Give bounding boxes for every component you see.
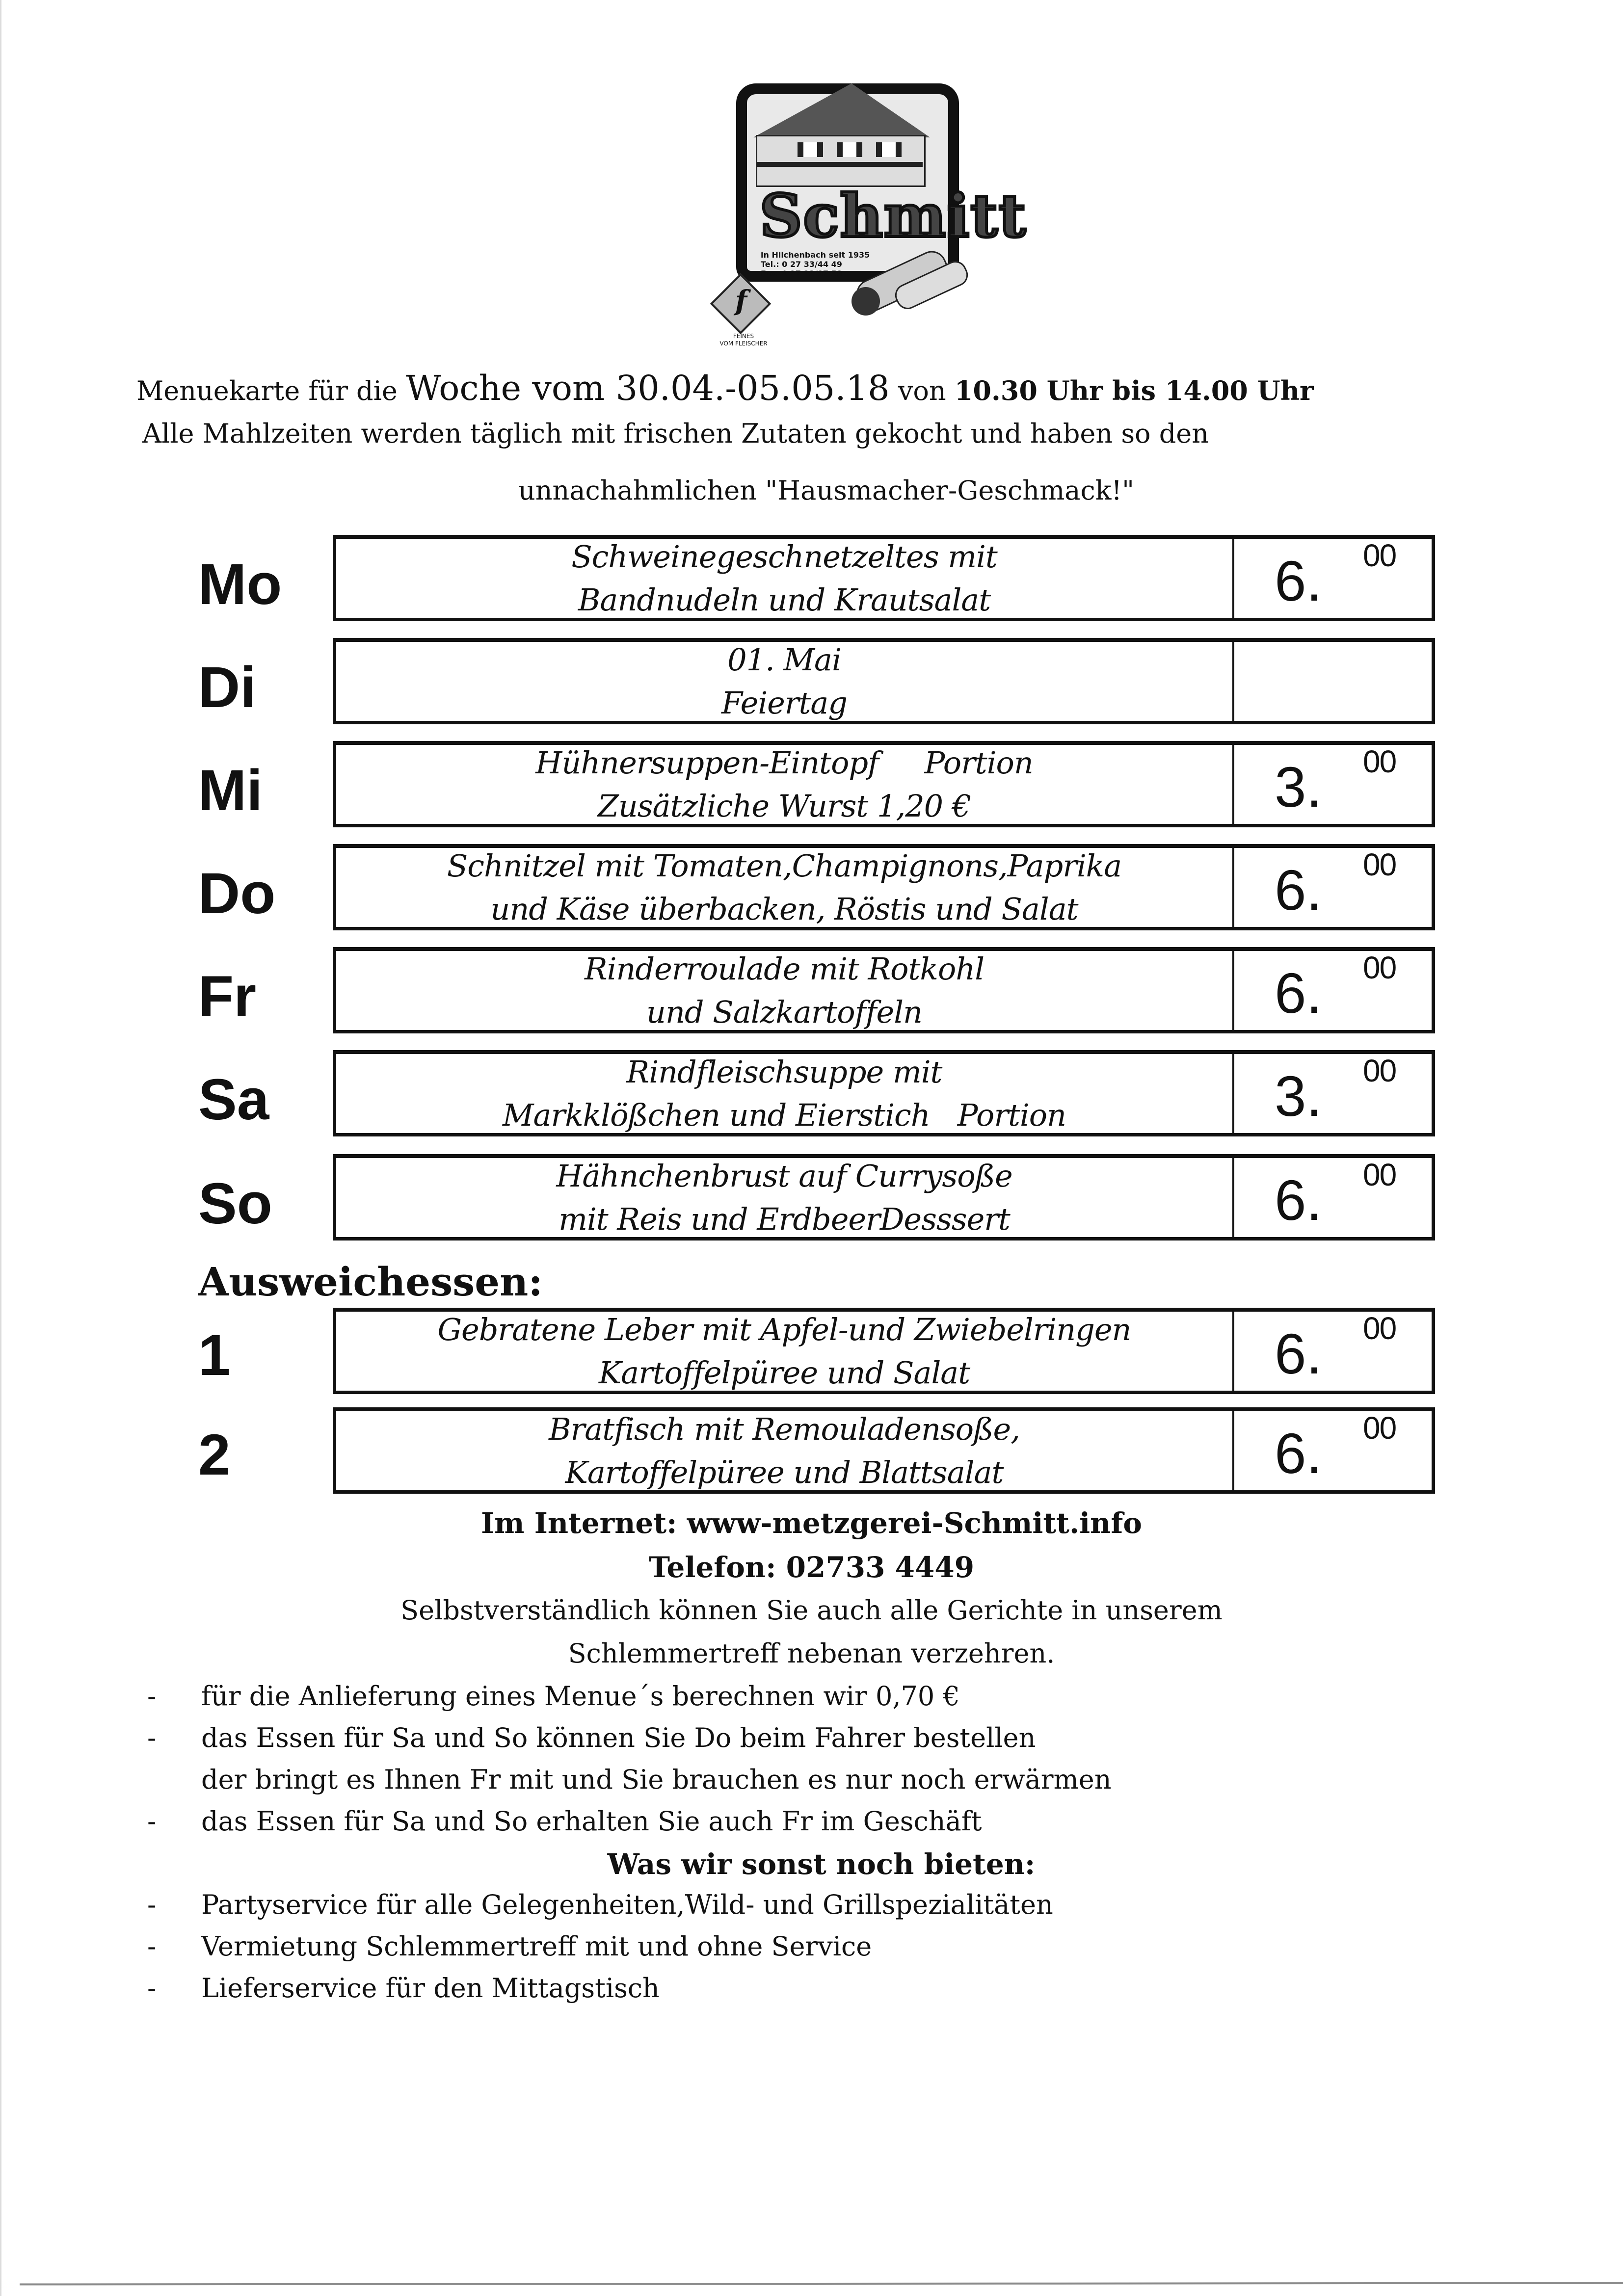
bullet-text: Partyservice für alle Gelegenheiten,Wild- und Grillspezialitäten bbox=[201, 1889, 1053, 1920]
butcher-logo bbox=[707, 64, 1080, 358]
bullet-dash: - bbox=[147, 1973, 157, 2004]
bullet-text: für die Anlieferung eines Menue´s berechnen wir 0,70 € bbox=[201, 1681, 960, 1712]
delivery-bullet-continuation: der bringt es Ihnen Fr mit und Sie brauchen es nur noch erwärmen bbox=[201, 1764, 1112, 1795]
price-cell bbox=[1232, 539, 1432, 618]
price-euros: 6. bbox=[1275, 549, 1322, 613]
alternative-label: 1 bbox=[198, 1323, 231, 1388]
dish-description bbox=[336, 1312, 1232, 1391]
dish-box bbox=[333, 1407, 1435, 1494]
dish-box bbox=[333, 535, 1435, 621]
dish-box bbox=[333, 1308, 1435, 1394]
dish-description bbox=[336, 951, 1232, 1030]
phone-number: Telefon: 02733 4449 bbox=[648, 1551, 975, 1584]
bullet-dash: - bbox=[147, 1681, 157, 1712]
dish-description bbox=[336, 1054, 1232, 1133]
delivery-bullet bbox=[147, 1806, 982, 1837]
price-cell bbox=[1232, 1054, 1432, 1133]
price-cents: 00 bbox=[1363, 1157, 1396, 1192]
day-label: Mi bbox=[198, 758, 263, 823]
dine-in-note-cont: Schlemmertreff nebenan verzehren. bbox=[568, 1638, 1055, 1669]
price-cell bbox=[1232, 951, 1432, 1030]
price-cell bbox=[1232, 745, 1432, 824]
price-cents: 00 bbox=[1363, 1410, 1396, 1446]
dine-in-note: Selbstverständlich können Sie auch alle Gerichte in unserem bbox=[400, 1595, 1223, 1626]
price-cents: 00 bbox=[1363, 538, 1396, 573]
price-cell bbox=[1232, 1312, 1432, 1391]
bullet-text: das Essen für Sa und So erhalten Sie auch Fr im Geschäft bbox=[201, 1806, 982, 1837]
header-description: Alle Mahlzeiten werden täglich mit frischen Zutaten gekocht und haben so den bbox=[142, 418, 1209, 449]
dish-line: mit Reis und ErdbeerDesssert bbox=[559, 1201, 1010, 1237]
logo-contact bbox=[761, 250, 870, 278]
dish-line: und Käse überbacken, Röstis und Salat bbox=[490, 891, 1078, 927]
logo-contact-line: in Hilchenbach seit 1935 bbox=[761, 250, 870, 260]
price-euros: 3. bbox=[1275, 755, 1322, 819]
dish-line: Hähnchenbrust auf Currysoße bbox=[556, 1158, 1012, 1194]
price-euros: 6. bbox=[1275, 858, 1322, 922]
offer-bullet bbox=[147, 1973, 660, 2004]
price-euros: 6. bbox=[1275, 1422, 1322, 1485]
header-from: von bbox=[889, 375, 955, 406]
dish-description bbox=[336, 745, 1232, 824]
logo-contact-line: Tel.: 0 27 33/44 49 bbox=[761, 260, 842, 269]
opening-hours: 10.30 Uhr bis 14.00 Uhr bbox=[954, 375, 1314, 406]
dish-line: Kartoffelpüree und Blattsalat bbox=[565, 1454, 1004, 1490]
offer-bullet bbox=[147, 1889, 1053, 1920]
dish-description bbox=[336, 848, 1232, 927]
dish-line: Zusätzliche Wurst 1,20 € bbox=[597, 788, 971, 824]
dish-line: Markklößchen und Eierstich Portion bbox=[503, 1097, 1066, 1133]
website-link[interactable]: Im Internet: www-metzgerei-Schmitt.info bbox=[481, 1506, 1142, 1540]
delivery-bullet bbox=[147, 1722, 1036, 1753]
dish-line: Rinderroulade mit Rotkohl bbox=[584, 950, 984, 987]
price-euros: 6. bbox=[1275, 1168, 1322, 1232]
dish-description bbox=[336, 1411, 1232, 1490]
header-description-cont: unnachahmlichen "Hausmacher-Geschmack!" bbox=[518, 475, 1134, 506]
dish-box bbox=[333, 947, 1435, 1033]
logo-name: Schmitt bbox=[759, 182, 1027, 251]
dish-line: Schweinegeschnetzeltes mit bbox=[571, 538, 997, 575]
week-range: Woche vom 30.04.-05.05.18 bbox=[406, 368, 890, 408]
price-cell bbox=[1232, 848, 1432, 927]
scan-edge-bottom bbox=[20, 2282, 1623, 2286]
house-roof-icon bbox=[753, 83, 930, 137]
price-cents: 00 bbox=[1363, 847, 1396, 882]
dish-line: Gebratene Leber mit Apfel-und Zwiebelringen bbox=[437, 1311, 1131, 1347]
dish-line: Bandnudeln und Krautsalat bbox=[578, 581, 991, 618]
scan-edge-left bbox=[0, 0, 1, 2296]
price-euros: 6. bbox=[1275, 1322, 1322, 1386]
offers-title: Was wir sonst noch bieten: bbox=[607, 1847, 1036, 1881]
price-cents: 00 bbox=[1363, 1053, 1396, 1088]
price-cents: 00 bbox=[1363, 744, 1396, 779]
house-windows-icon bbox=[798, 142, 915, 157]
dish-box bbox=[333, 638, 1435, 724]
day-label: Mo bbox=[198, 552, 282, 617]
bullet-dash: - bbox=[147, 1806, 157, 1837]
price-cents: 00 bbox=[1363, 950, 1396, 985]
price-cell bbox=[1232, 642, 1432, 721]
bullet-dash: - bbox=[147, 1931, 157, 1962]
delivery-bullet bbox=[147, 1681, 960, 1712]
dish-description bbox=[336, 642, 1232, 721]
menu-header bbox=[136, 368, 1313, 408]
day-label: Sa bbox=[198, 1067, 269, 1132]
price-cell bbox=[1232, 1158, 1432, 1237]
dish-box bbox=[333, 1050, 1435, 1136]
dish-description bbox=[336, 1158, 1232, 1237]
logo-tagline bbox=[707, 333, 780, 347]
bullet-text: Lieferservice für den Mittagstisch bbox=[201, 1973, 660, 2004]
dish-line: Hühnersuppen-Eintopf Portion bbox=[535, 744, 1033, 781]
dish-box bbox=[333, 1154, 1435, 1240]
alternative-label: 2 bbox=[198, 1423, 231, 1487]
tagline-line: VOM FLEISCHER bbox=[719, 340, 768, 347]
price-euros: 6. bbox=[1275, 961, 1322, 1025]
dish-line: Feiertag bbox=[721, 685, 848, 721]
dish-line: Rindfleischsuppe mit bbox=[626, 1054, 942, 1090]
dish-box bbox=[333, 844, 1435, 930]
day-label: Fr bbox=[198, 964, 256, 1029]
day-label: Do bbox=[198, 861, 276, 926]
bullet-dash: - bbox=[147, 1889, 157, 1920]
dish-line: 01. Mai bbox=[727, 641, 841, 678]
dish-line: Schnitzel mit Tomaten,Champignons,Paprika bbox=[447, 847, 1122, 884]
badge-letter: f bbox=[735, 285, 747, 317]
dish-line: und Salzkartoffeln bbox=[646, 994, 922, 1030]
bullet-dash: - bbox=[147, 1722, 157, 1753]
house-beam-icon bbox=[756, 162, 923, 167]
tagline-line: FEINES bbox=[733, 333, 754, 340]
logo-contact-line: Fax: 0 27 33/87 58 bbox=[761, 269, 842, 278]
offer-bullet bbox=[147, 1931, 872, 1962]
sausage-slice-icon bbox=[851, 287, 880, 316]
price-cell bbox=[1232, 1411, 1432, 1490]
price-cents: 00 bbox=[1363, 1311, 1396, 1346]
day-label: Di bbox=[198, 655, 256, 720]
header-intro: Menuekarte für die bbox=[136, 375, 406, 406]
dish-line: Kartoffelpüree und Salat bbox=[598, 1354, 970, 1391]
price-euros: 3. bbox=[1275, 1064, 1322, 1128]
dish-box bbox=[333, 741, 1435, 827]
dish-description bbox=[336, 539, 1232, 618]
bullet-text: Vermietung Schlemmertreff mit und ohne Service bbox=[201, 1931, 872, 1962]
bullet-text: das Essen für Sa und So können Sie Do beim Fahrer bestellen bbox=[201, 1722, 1036, 1753]
alternatives-title: Ausweichessen: bbox=[198, 1259, 543, 1305]
dish-line: Bratfisch mit Remouladensoße, bbox=[549, 1411, 1020, 1447]
day-label: So bbox=[198, 1171, 272, 1236]
